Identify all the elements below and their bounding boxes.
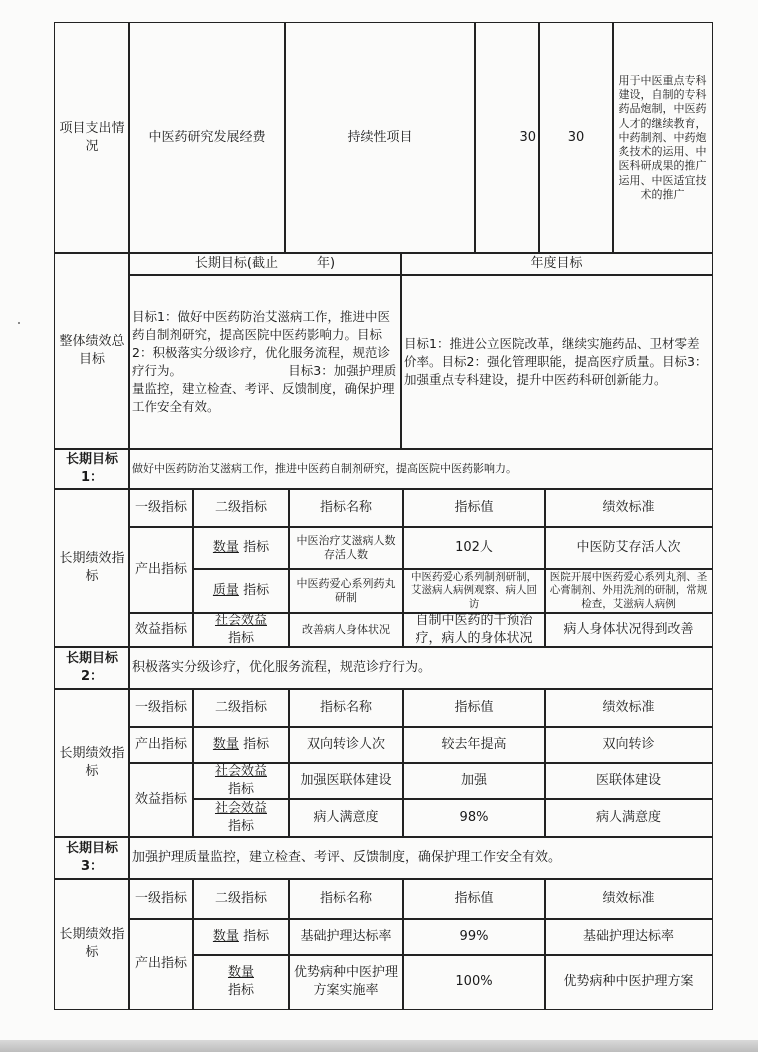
goal2-row1-level2: 数量 指标 <box>192 726 290 764</box>
goal1-header-standard: 绩效标准 <box>544 488 713 528</box>
goal2-output-label: 产出指标 <box>128 726 194 764</box>
goal1-row3-value: 自制中医药的干预治疗，病人的身体状况 <box>402 612 546 648</box>
goal2-row2-level2: 社会效益 指标 <box>192 762 290 800</box>
goal1-row3-standard: 病人身体状况得到改善 <box>544 612 713 648</box>
goal2-row3-name: 病人满意度 <box>288 798 404 838</box>
goal2-row2-value: 加强 <box>402 762 546 800</box>
annual-goals-text: 目标1：推进公立医院改革，继续实施药品、卫材零差价率。目标2：强化管理职能，提高医疗质量。目标3：加强重点专科建设，提升中医药科研创新能力。 <box>400 274 713 450</box>
goal3-row1-level2: 数量 指标 <box>192 918 290 956</box>
goal3-output-label: 产出指标 <box>128 918 194 1010</box>
goal1-row2-level2: 质量 指标 <box>192 568 290 614</box>
goal3-indicators-label: 长期绩效指标 <box>54 878 130 1010</box>
budget-b: 30 <box>538 22 614 254</box>
goal1-label: 长期目标1： <box>54 448 130 490</box>
goal2-benefit-label: 效益指标 <box>128 762 194 838</box>
goal2-header-name: 指标名称 <box>288 688 404 728</box>
goal3-row2-standard: 优势病种中医护理方案 <box>544 954 713 1010</box>
goal3-header-level2: 二级指标 <box>192 878 290 920</box>
goal1-row1-level2: 数量 指标 <box>192 526 290 570</box>
goal1-text: 做好中医药防治艾滋病工作，推进中医药自制剂研究，提高医院中医药影响力。 <box>128 448 713 490</box>
goal2-header-level1: 一级指标 <box>128 688 194 728</box>
goal1-output-label: 产出指标 <box>128 526 194 614</box>
goal3-label: 长期目标3： <box>54 836 130 880</box>
goal1-row1-name: 中医治疗艾滋病人数存活人数 <box>288 526 404 570</box>
goal2-header-standard: 绩效标准 <box>544 688 713 728</box>
goal2-row2-standard: 医联体建设 <box>544 762 713 800</box>
goal1-benefit-label: 效益指标 <box>128 612 194 648</box>
goal3-row1-name: 基础护理达标率 <box>288 918 404 956</box>
goal2-row3-standard: 病人满意度 <box>544 798 713 838</box>
goal3-header-level1: 一级指标 <box>128 878 194 920</box>
goal2-text: 积极落实分级诊疗，优化服务流程，规范诊疗行为。 <box>128 646 713 690</box>
goal3-text: 加强护理质量监控，建立检查、考评、反馈制度，确保护理工作安全有效。 <box>128 836 713 880</box>
goal2-indicators-label: 长期绩效指标 <box>54 688 130 838</box>
annual-header: 年度目标 <box>400 252 713 276</box>
goal1-header-name: 指标名称 <box>288 488 404 528</box>
goal1-header-level1: 一级指标 <box>128 488 194 528</box>
goal1-indicators-label: 长期绩效指标 <box>54 488 130 648</box>
goal1-row2-name: 中医药爱心系列药丸研制 <box>288 568 404 614</box>
goal3-header-standard: 绩效标准 <box>544 878 713 920</box>
project-expense-label: 项目支出情况 <box>54 22 130 254</box>
goal2-row1-standard: 双向转诊 <box>544 726 713 764</box>
goal2-row2-name: 加强医联体建设 <box>288 762 404 800</box>
goal1-header-level2: 二级指标 <box>192 488 290 528</box>
goal2-row1-name: 双向转诊人次 <box>288 726 404 764</box>
long-term-header: 长期目标(截止 年) <box>128 252 402 276</box>
overall-goal-label: 整体绩效总目标 <box>54 252 130 450</box>
project-purpose: 用于中医重点专科建设，自制的专科药品炮制，中医药人才的继续教育，中药制剂、中药炮炙技术的运用、中医科研成果的推广运用、中医适宜技术的推广 <box>612 22 713 254</box>
page-edge-shadow <box>0 1040 758 1052</box>
goal1-row2-value: 中医药爱心系列制剂研制，艾滋病人病例观察、病人回访 <box>402 568 546 614</box>
goal2-header-value: 指标值 <box>402 688 546 728</box>
goal3-row2-name: 优势病种中医护理方案实施率 <box>288 954 404 1010</box>
project-name: 中医药研究发展经费 <box>128 22 286 254</box>
goal3-header-name: 指标名称 <box>288 878 404 920</box>
scan-speck <box>18 322 20 324</box>
goal2-row3-value: 98% <box>402 798 546 838</box>
goal2-row1-value: 较去年提高 <box>402 726 546 764</box>
long-term-goals-text: 目标1：做好中医药防治艾滋病工作，推进中医药自制剂研究，提高医院中医药影响力。目标2：积极落实分级诊疗，优化服务流程，规范诊疗行为。 目标3：加强护理质量监控，建立检查、考评、反馈制度，确保护理工作安全有效。 <box>128 274 402 450</box>
goal2-row3-level2: 社会效益 指标 <box>192 798 290 838</box>
goal1-header-value: 指标值 <box>402 488 546 528</box>
goal3-row2-level2: 数量 指标 <box>192 954 290 1010</box>
goal1-row3-level2: 社会效益 指标 <box>192 612 290 648</box>
goal3-row1-standard: 基础护理达标率 <box>544 918 713 956</box>
goal3-header-value: 指标值 <box>402 878 546 920</box>
goal1-row2-standard: 医院开展中医药爱心系列丸剂、圣心膏制剂、外用洗剂的研制，常规检查，艾滋病人病例 <box>544 568 713 614</box>
goal3-row2-value: 100% <box>402 954 546 1010</box>
goal2-header-level2: 二级指标 <box>192 688 290 728</box>
goal1-row3-name: 改善病人身体状况 <box>288 612 404 648</box>
goal3-row1-value: 99% <box>402 918 546 956</box>
project-type: 持续性项目 <box>284 22 476 254</box>
budget-a: 30 <box>474 22 540 254</box>
goal1-row1-value: 102人 <box>402 526 546 570</box>
goal1-row1-standard: 中医防艾存活人次 <box>544 526 713 570</box>
goal2-label: 长期目标2： <box>54 646 130 690</box>
